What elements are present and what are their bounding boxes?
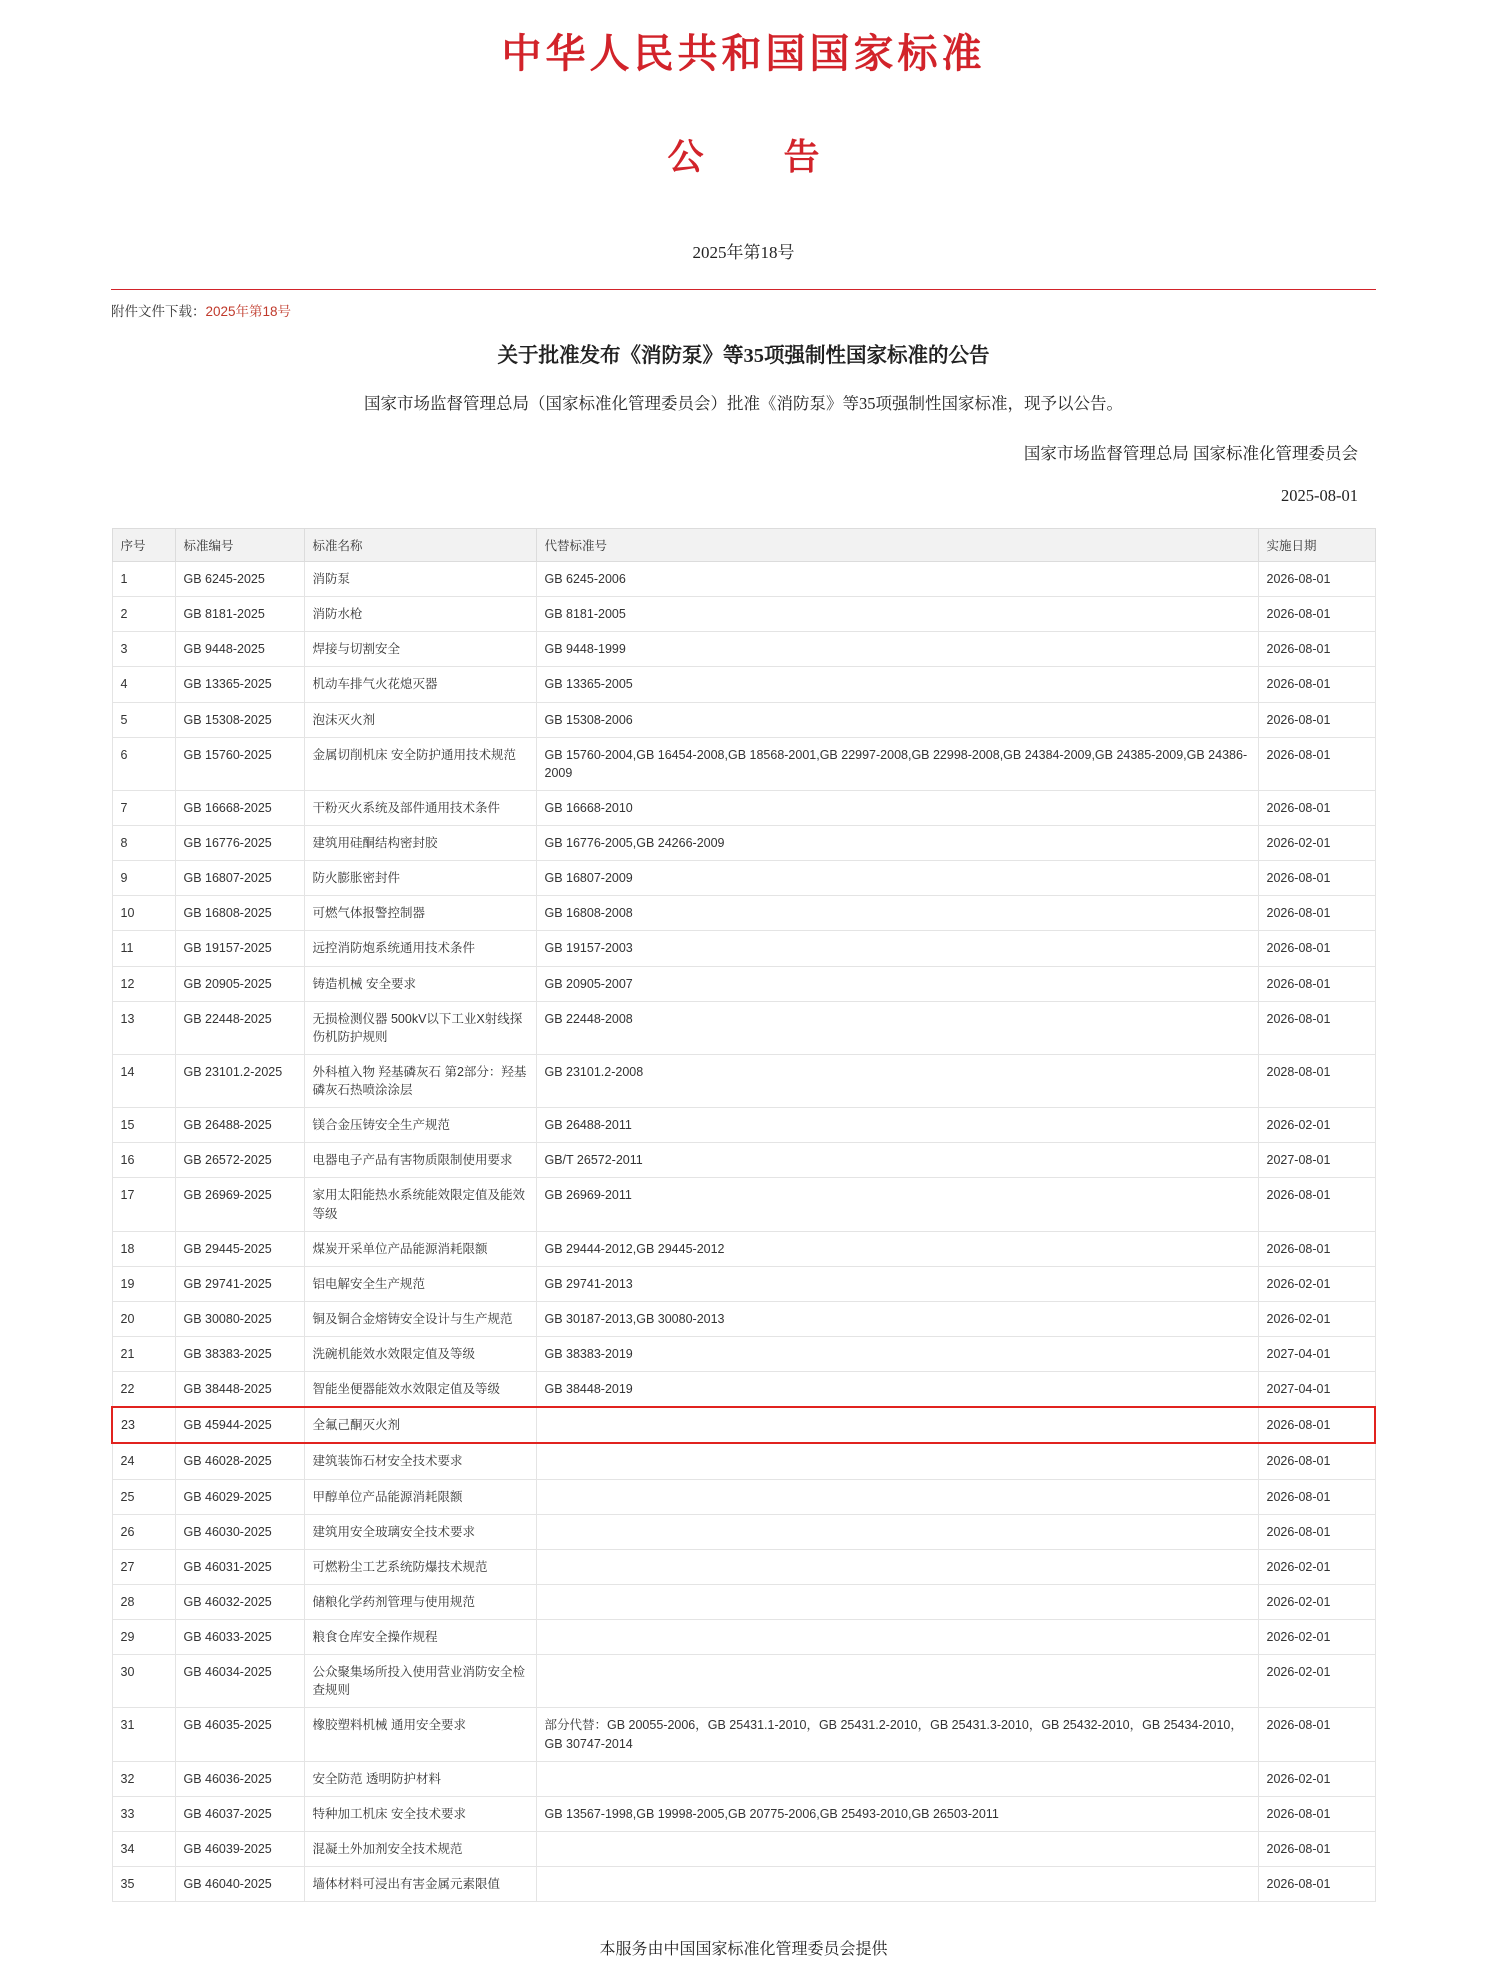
- cell-effective-date: 2026-08-01: [1258, 1514, 1375, 1549]
- cell-standard-code: GB 16776-2025: [175, 826, 304, 861]
- cell-replaced-code: GB 20905-2007: [536, 966, 1258, 1001]
- table-header-row: [112, 529, 1375, 562]
- cell-index: 9: [112, 861, 175, 896]
- table-row: [112, 861, 1375, 896]
- cell-standard-name[interactable]: 全氟己酮灭火剂: [304, 1407, 536, 1443]
- table-row: [112, 1867, 1375, 1902]
- cell-effective-date: 2026-02-01: [1258, 1108, 1375, 1143]
- cell-index: 25: [112, 1479, 175, 1514]
- cell-standard-name[interactable]: 铜及铜合金熔铸安全设计与生产规范: [304, 1301, 536, 1336]
- cell-replaced-code: GB 19157-2003: [536, 931, 1258, 966]
- table-row: [112, 1143, 1375, 1178]
- cell-standard-name[interactable]: 镁合金压铸安全生产规范: [304, 1108, 536, 1143]
- cell-replaced-code: GB 30187-2013,GB 30080-2013: [536, 1301, 1258, 1336]
- cell-replaced-code: GB 15308-2006: [536, 702, 1258, 737]
- cell-replaced-code: [536, 1867, 1258, 1902]
- attachment-download-link[interactable]: 2025年第18号: [205, 304, 292, 319]
- cell-standard-name[interactable]: 泡沫灭火剂: [304, 702, 536, 737]
- cell-replaced-code: [536, 1761, 1258, 1796]
- table-row: [112, 737, 1375, 790]
- cell-replaced-code: GB 16776-2005,GB 24266-2009: [536, 826, 1258, 861]
- cell-effective-date: 2027-04-01: [1258, 1372, 1375, 1408]
- cell-effective-date: 2026-02-01: [1258, 1266, 1375, 1301]
- cell-standard-name[interactable]: 铝电解安全生产规范: [304, 1266, 536, 1301]
- cell-effective-date: 2026-08-01: [1258, 632, 1375, 667]
- cell-index: 23: [112, 1407, 175, 1443]
- cell-standard-name[interactable]: 粮食仓库安全操作规程: [304, 1620, 536, 1655]
- cell-standard-code: GB 20905-2025: [175, 966, 304, 1001]
- cell-standard-code: GB 23101.2-2025: [175, 1054, 304, 1107]
- cell-replaced-code: GB 26969-2011: [536, 1178, 1258, 1231]
- cell-replaced-code: GB 6245-2006: [536, 562, 1258, 597]
- table-row: [112, 966, 1375, 1001]
- cell-standard-code: GB 46037-2025: [175, 1796, 304, 1831]
- cell-index: 11: [112, 931, 175, 966]
- cell-effective-date: 2026-02-01: [1258, 1584, 1375, 1619]
- cell-replaced-code: GB 9448-1999: [536, 632, 1258, 667]
- cell-standard-name[interactable]: 机动车排气火花熄灭器: [304, 667, 536, 702]
- cell-index: 27: [112, 1549, 175, 1584]
- cell-replaced-code: [536, 1584, 1258, 1619]
- cell-effective-date: 2026-08-01: [1258, 1867, 1375, 1902]
- cell-effective-date: 2026-02-01: [1258, 1761, 1375, 1796]
- cell-standard-name[interactable]: 建筑用硅酮结构密封胶: [304, 826, 536, 861]
- cell-replaced-code: GB 16808-2008: [536, 896, 1258, 931]
- cell-effective-date: 2026-02-01: [1258, 1301, 1375, 1336]
- table-row: [112, 931, 1375, 966]
- cell-index: 30: [112, 1655, 175, 1708]
- cell-index: 31: [112, 1708, 175, 1761]
- cell-replaced-code: GB 29444-2012,GB 29445-2012: [536, 1231, 1258, 1266]
- cell-replaced-code: [536, 1831, 1258, 1866]
- table-row: [112, 1655, 1375, 1708]
- cell-index: 33: [112, 1796, 175, 1831]
- cell-standard-code: GB 46036-2025: [175, 1761, 304, 1796]
- cell-standard-code: GB 46028-2025: [175, 1443, 304, 1479]
- cell-standard-name[interactable]: 金属切削机床 安全防护通用技术规范: [304, 737, 536, 790]
- cell-effective-date: 2027-08-01: [1258, 1143, 1375, 1178]
- table-row: [112, 1761, 1375, 1796]
- cell-standard-name[interactable]: 储粮化学药剂管理与使用规范: [304, 1584, 536, 1619]
- cell-index: 18: [112, 1231, 175, 1266]
- cell-standard-code: GB 6245-2025: [175, 562, 304, 597]
- cell-replaced-code: [536, 1549, 1258, 1584]
- cell-index: 1: [112, 562, 175, 597]
- cell-standard-name[interactable]: 安全防范 透明防护材料: [304, 1761, 536, 1796]
- cell-index: 13: [112, 1001, 175, 1054]
- table-row: [112, 1372, 1375, 1408]
- cell-standard-code: GB 16668-2025: [175, 790, 304, 825]
- cell-effective-date: 2026-08-01: [1258, 931, 1375, 966]
- cell-standard-code: GB 29741-2025: [175, 1266, 304, 1301]
- cell-standard-name[interactable]: 电器电子产品有害物质限制使用要求: [304, 1143, 536, 1178]
- cell-index: 26: [112, 1514, 175, 1549]
- cell-index: 29: [112, 1620, 175, 1655]
- cell-standard-name[interactable]: 煤炭开采单位产品能源消耗限额: [304, 1231, 536, 1266]
- cell-standard-code: GB 9448-2025: [175, 632, 304, 667]
- cell-index: 22: [112, 1372, 175, 1408]
- table-row: [112, 826, 1375, 861]
- cell-effective-date: 2026-08-01: [1258, 667, 1375, 702]
- cell-replaced-code: GB 38383-2019: [536, 1337, 1258, 1372]
- cell-replaced-code: [536, 1443, 1258, 1479]
- cell-standard-name[interactable]: 焊接与切割安全: [304, 632, 536, 667]
- cell-effective-date: 2026-08-01: [1258, 1796, 1375, 1831]
- cell-effective-date: 2026-08-01: [1258, 1231, 1375, 1266]
- cell-replaced-code: GB 16807-2009: [536, 861, 1258, 896]
- cell-effective-date: 2026-08-01: [1258, 896, 1375, 931]
- cell-standard-name[interactable]: 公众聚集场所投入使用营业消防安全检查规则: [304, 1655, 536, 1708]
- table-row: [112, 1708, 1375, 1761]
- cell-index: 15: [112, 1108, 175, 1143]
- table-row: [112, 632, 1375, 667]
- footer-text: 本服务由中国国家标准化管理委员会提供: [599, 1941, 888, 1959]
- attachment-row: [111, 300, 1376, 320]
- cell-standard-name[interactable]: 消防泵: [304, 562, 536, 597]
- cell-standard-name[interactable]: 橡胶塑料机械 通用安全要求: [304, 1708, 536, 1761]
- table-row: [112, 1479, 1375, 1514]
- column-header-effective-date: 实施日期: [1258, 529, 1375, 562]
- table-row: [112, 1796, 1375, 1831]
- cell-effective-date: 2026-08-01: [1258, 1443, 1375, 1479]
- cell-effective-date: 2027-04-01: [1258, 1337, 1375, 1372]
- cell-standard-code: GB 26572-2025: [175, 1143, 304, 1178]
- cell-standard-code: GB 46039-2025: [175, 1831, 304, 1866]
- cell-standard-code: GB 30080-2025: [175, 1301, 304, 1336]
- cell-standard-code: GB 15308-2025: [175, 702, 304, 737]
- cell-replaced-code: GB 29741-2013: [536, 1266, 1258, 1301]
- cell-standard-name[interactable]: 墙体材料可浸出有害金属元素限值: [304, 1867, 536, 1902]
- table-row: [112, 1549, 1375, 1584]
- cell-standard-name[interactable]: 消防水枪: [304, 597, 536, 632]
- cell-standard-name[interactable]: 远控消防炮系统通用技术条件: [304, 931, 536, 966]
- issuing-authority: 国家市场监督管理总局 国家标准化管理委员会: [1023, 444, 1358, 463]
- cell-effective-date: 2026-02-01: [1258, 1549, 1375, 1584]
- cell-standard-name[interactable]: 无损检测仪器 500kV以下工业X射线探伤机防护规则: [304, 1001, 536, 1054]
- table-row: [112, 597, 1375, 632]
- column-header-index: 序号: [112, 529, 175, 562]
- cell-index: 14: [112, 1054, 175, 1107]
- cell-replaced-code: GB 16668-2010: [536, 790, 1258, 825]
- cell-standard-code: GB 46040-2025: [175, 1867, 304, 1902]
- document-title: 关于批准发布《消防泵》等35项强制性国家标准的公告: [497, 345, 990, 367]
- table-row: [112, 1266, 1375, 1301]
- issue-date: 2025-08-01: [1281, 486, 1358, 505]
- cell-standard-code: GB 46035-2025: [175, 1708, 304, 1761]
- cell-standard-name[interactable]: 建筑装饰石材安全技术要求: [304, 1443, 536, 1479]
- cell-standard-name[interactable]: 混凝土外加剂安全技术规范: [304, 1831, 536, 1866]
- cell-standard-code: GB 8181-2025: [175, 597, 304, 632]
- cell-index: 17: [112, 1178, 175, 1231]
- cell-standard-code: GB 29445-2025: [175, 1231, 304, 1266]
- cell-effective-date: 2026-02-01: [1258, 1620, 1375, 1655]
- cell-effective-date: 2026-08-01: [1258, 597, 1375, 632]
- cell-index: 20: [112, 1301, 175, 1336]
- cell-standard-name[interactable]: 防火膨胀密封件: [304, 861, 536, 896]
- cell-standard-code: GB 26488-2025: [175, 1108, 304, 1143]
- table-row: [112, 1514, 1375, 1549]
- cell-index: 10: [112, 896, 175, 931]
- issue-number: 2025年第18号: [692, 243, 795, 262]
- table-row: [112, 667, 1375, 702]
- cell-index: 32: [112, 1761, 175, 1796]
- cell-effective-date: 2026-08-01: [1258, 1407, 1375, 1443]
- cell-replaced-code: GB 38448-2019: [536, 1372, 1258, 1408]
- cell-standard-code: GB 46032-2025: [175, 1584, 304, 1619]
- table-row: [112, 1054, 1375, 1107]
- cell-effective-date: 2026-02-01: [1258, 826, 1375, 861]
- standards-table: [111, 528, 1376, 1902]
- table-row: [112, 896, 1375, 931]
- cell-standard-code: GB 19157-2025: [175, 931, 304, 966]
- cell-effective-date: 2026-08-01: [1258, 702, 1375, 737]
- table-row: [112, 1001, 1375, 1054]
- red-divider: [111, 289, 1376, 290]
- cell-effective-date: 2026-08-01: [1258, 1708, 1375, 1761]
- cell-standard-name[interactable]: 可燃气体报警控制器: [304, 896, 536, 931]
- cell-replaced-code: GB 23101.2-2008: [536, 1054, 1258, 1107]
- cell-replaced-code: [536, 1407, 1258, 1443]
- attachment-label: 附件文件下载：: [111, 304, 206, 319]
- cell-index: 8: [112, 826, 175, 861]
- table-row: [112, 790, 1375, 825]
- cell-replaced-code: [536, 1479, 1258, 1514]
- table-row: [112, 702, 1375, 737]
- cell-standard-code: GB 46033-2025: [175, 1620, 304, 1655]
- cell-standard-code: GB 16808-2025: [175, 896, 304, 931]
- cell-standard-name[interactable]: 甲醇单位产品能源消耗限额: [304, 1479, 536, 1514]
- cell-effective-date: 2026-02-01: [1258, 1655, 1375, 1708]
- cell-effective-date: 2026-08-01: [1258, 1001, 1375, 1054]
- cell-replaced-code: 部分代替：GB 20055-2006，GB 25431.1-2010，GB 25431.2-2010，GB 25431.3-2010，GB 25432-2010，GB 25434-2010，GB 30747-2014: [536, 1708, 1258, 1761]
- cell-effective-date: 2028-08-01: [1258, 1054, 1375, 1107]
- cell-standard-code: GB 16807-2025: [175, 861, 304, 896]
- table-row: [112, 1443, 1375, 1479]
- cell-index: 24: [112, 1443, 175, 1479]
- cell-replaced-code: GB 13365-2005: [536, 667, 1258, 702]
- cell-index: 2: [112, 597, 175, 632]
- cell-index: 19: [112, 1266, 175, 1301]
- table-row: [112, 1301, 1375, 1336]
- announcement-heading: 公 告: [667, 137, 842, 177]
- cell-index: 12: [112, 966, 175, 1001]
- cell-replaced-code: GB 13567-1998,GB 19998-2005,GB 20775-2006,GB 25493-2010,GB 26503-2011: [536, 1796, 1258, 1831]
- cell-standard-code: GB 45944-2025: [175, 1407, 304, 1443]
- table-row: [112, 1620, 1375, 1655]
- cell-index: 4: [112, 667, 175, 702]
- cell-index: 16: [112, 1143, 175, 1178]
- column-header-standard-code: 标准编号: [175, 529, 304, 562]
- cell-replaced-code: GB/T 26572-2011: [536, 1143, 1258, 1178]
- table-row: [112, 1337, 1375, 1372]
- table-header: [112, 529, 1375, 562]
- table-row: [112, 1584, 1375, 1619]
- table-row: [112, 1407, 1375, 1443]
- cell-replaced-code: [536, 1620, 1258, 1655]
- cell-replaced-code: GB 15760-2004,GB 16454-2008,GB 18568-2001,GB 22997-2008,GB 22998-2008,GB 24384-2009,GB 24385-2009,GB 24386-2009: [536, 737, 1258, 790]
- cell-standard-code: GB 15760-2025: [175, 737, 304, 790]
- cell-effective-date: 2026-08-01: [1258, 737, 1375, 790]
- cell-index: 35: [112, 1867, 175, 1902]
- cell-replaced-code: GB 22448-2008: [536, 1001, 1258, 1054]
- cell-index: 7: [112, 790, 175, 825]
- table-row: [112, 1178, 1375, 1231]
- cell-standard-name[interactable]: 特种加工机床 安全技术要求: [304, 1796, 536, 1831]
- cell-index: 5: [112, 702, 175, 737]
- cell-effective-date: 2026-08-01: [1258, 1831, 1375, 1866]
- cell-standard-name[interactable]: 家用太阳能热水系统能效限定值及能效等级: [304, 1178, 536, 1231]
- cell-effective-date: 2026-08-01: [1258, 790, 1375, 825]
- cell-standard-name[interactable]: 铸造机械 安全要求: [304, 966, 536, 1001]
- table-row: [112, 1108, 1375, 1143]
- table-body: [112, 562, 1375, 1902]
- column-header-replaced-code: 代替标准号: [536, 529, 1258, 562]
- cell-standard-name[interactable]: 可燃粉尘工艺系统防爆技术规范: [304, 1549, 536, 1584]
- cell-index: 3: [112, 632, 175, 667]
- table-row: [112, 1831, 1375, 1866]
- cell-standard-code: GB 26969-2025: [175, 1178, 304, 1231]
- table-row: [112, 562, 1375, 597]
- cell-standard-name[interactable]: 智能坐便器能效水效限定值及等级: [304, 1372, 536, 1408]
- cell-replaced-code: GB 26488-2011: [536, 1108, 1258, 1143]
- cell-standard-code: GB 46030-2025: [175, 1514, 304, 1549]
- cell-effective-date: 2026-08-01: [1258, 966, 1375, 1001]
- cell-effective-date: 2026-08-01: [1258, 562, 1375, 597]
- cell-standard-code: GB 22448-2025: [175, 1001, 304, 1054]
- cell-standard-code: GB 46029-2025: [175, 1479, 304, 1514]
- cell-standard-code: GB 38383-2025: [175, 1337, 304, 1372]
- cell-effective-date: 2026-08-01: [1258, 1178, 1375, 1231]
- cell-replaced-code: GB 8181-2005: [536, 597, 1258, 632]
- cell-effective-date: 2026-08-01: [1258, 861, 1375, 896]
- cell-standard-code: GB 46031-2025: [175, 1549, 304, 1584]
- cell-standard-name[interactable]: 干粉灭火系统及部件通用技术条件: [304, 790, 536, 825]
- cell-replaced-code: [536, 1514, 1258, 1549]
- cell-standard-name[interactable]: 外科植入物 羟基磷灰石 第2部分：羟基磷灰石热喷涂涂层: [304, 1054, 536, 1107]
- table-row: [112, 1231, 1375, 1266]
- cell-replaced-code: [536, 1655, 1258, 1708]
- cell-effective-date: 2026-08-01: [1258, 1479, 1375, 1514]
- column-header-standard-name: 标准名称: [304, 529, 536, 562]
- cell-standard-code: GB 13365-2025: [175, 667, 304, 702]
- cell-standard-code: GB 46034-2025: [175, 1655, 304, 1708]
- cell-standard-name[interactable]: 洗碗机能效水效限定值及等级: [304, 1337, 536, 1372]
- document-body: 国家市场监督管理总局（国家标准化管理委员会）批准《消防泵》等35项强制性国家标准，现予以公告。: [364, 394, 1123, 413]
- cell-index: 6: [112, 737, 175, 790]
- cell-index: 34: [112, 1831, 175, 1866]
- cell-standard-name[interactable]: 建筑用安全玻璃安全技术要求: [304, 1514, 536, 1549]
- cell-index: 28: [112, 1584, 175, 1619]
- masthead-title: 中华人民共和国国家标准: [501, 31, 986, 76]
- cell-index: 21: [112, 1337, 175, 1372]
- cell-standard-code: GB 38448-2025: [175, 1372, 304, 1408]
